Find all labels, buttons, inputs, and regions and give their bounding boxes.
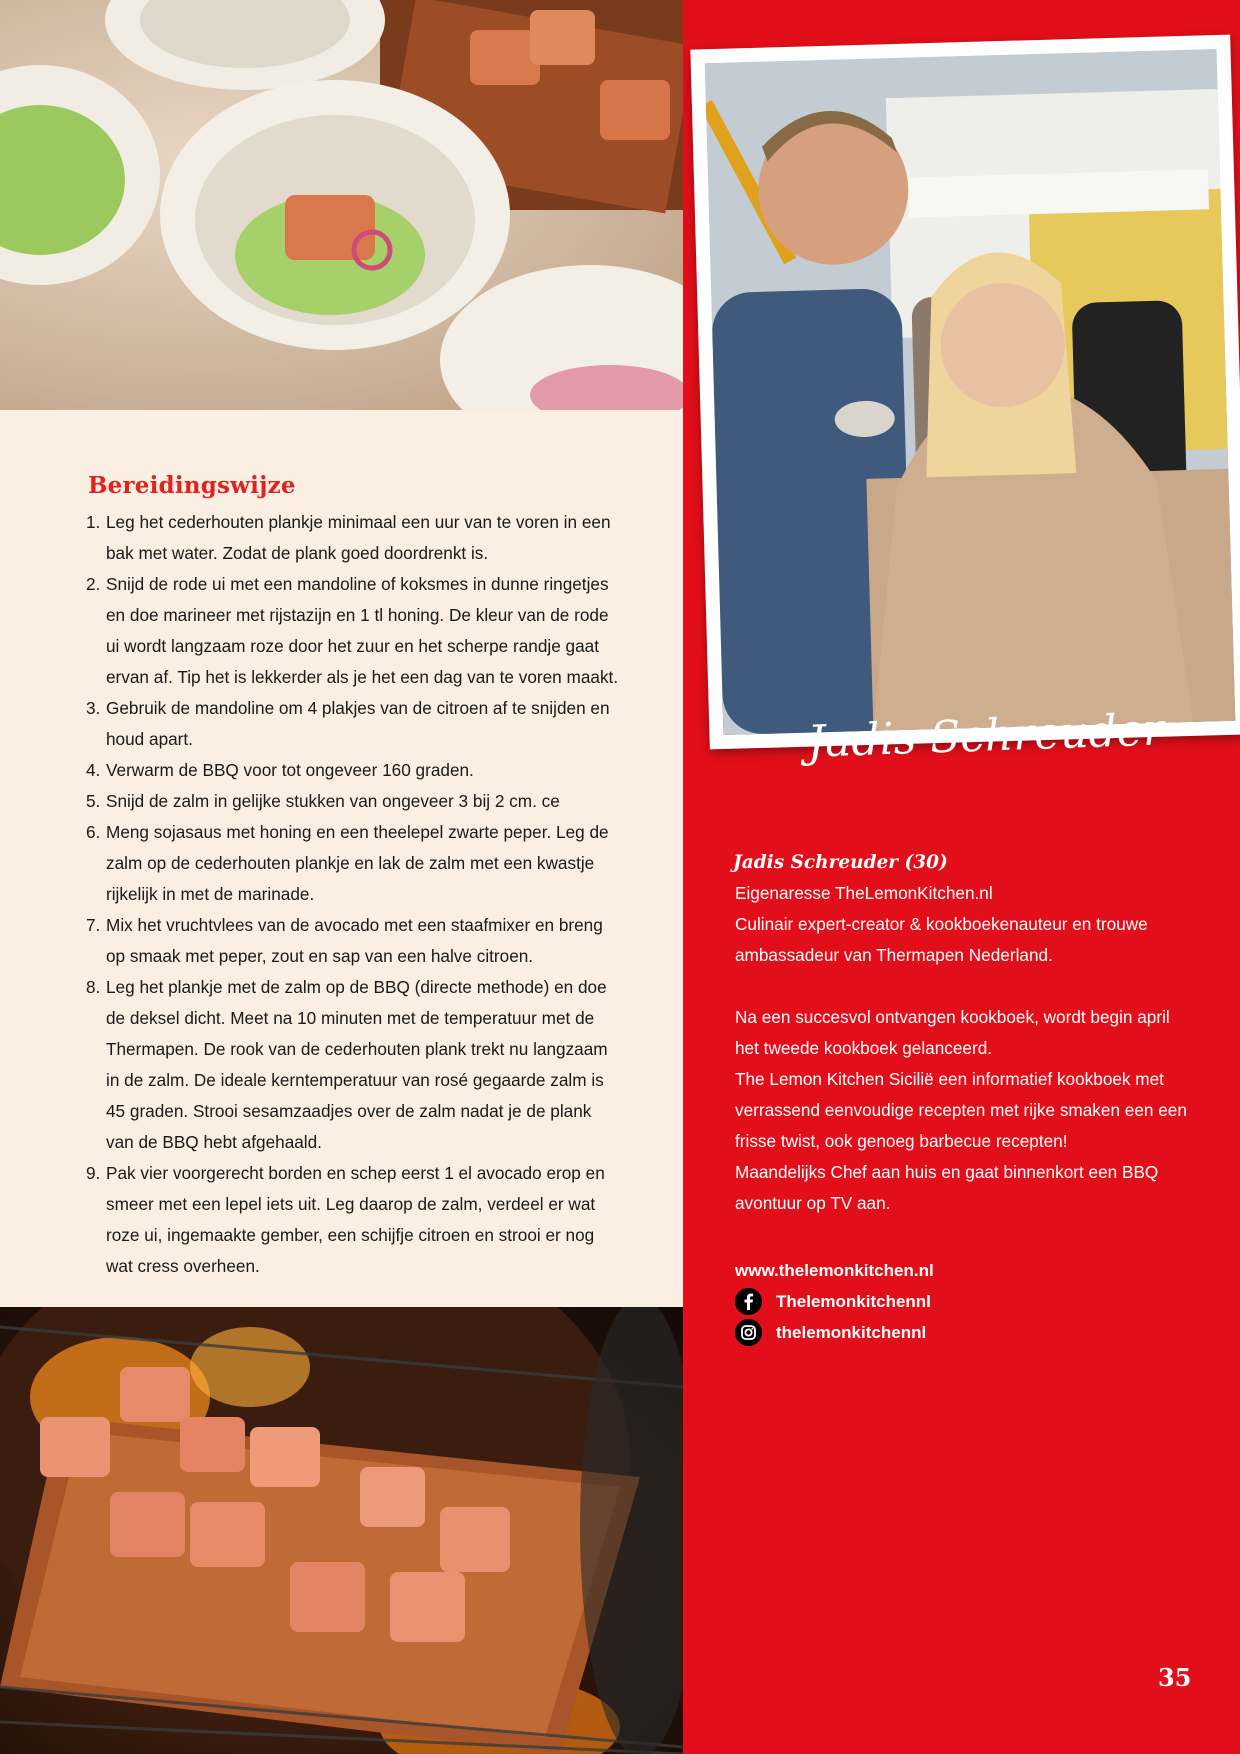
method-step (86, 910, 666, 972)
step-line: rijkelijk in met de marinade. (106, 884, 315, 904)
method-step (86, 1158, 666, 1282)
step-line: en doe marineer met rijstazijn en 1 tl honing. De kleur van de rode (106, 605, 609, 625)
bio-line: verrassend eenvoudige recepten met rijke smaken een een (735, 1100, 1187, 1120)
salmon-starter-photo (0, 0, 683, 410)
method-heading: Bereidingswijze (88, 472, 296, 499)
method-steps-list (86, 507, 666, 1282)
instagram-link[interactable] (735, 1317, 934, 1348)
website-link[interactable]: www.thelemonkitchen.nl (735, 1261, 934, 1280)
cedar-plank-grill-photo (0, 1307, 683, 1754)
step-line: ervan af. Tip het is lekkerder als je het een dag van te voren maakt. (106, 667, 619, 687)
bio-line: Eigenaresse TheLemonKitchen.nl (735, 883, 993, 903)
step-line: Leg het plankje met de zalm op de BBQ (directe methode) en doe (106, 977, 607, 997)
step-line: Pak vier voorgerecht borden en schep eerst 1 el avocado erop en (106, 1163, 605, 1183)
bio-line: avontuur op TV aan. (735, 1193, 891, 1213)
bio-line: ambassadeur van Thermapen Nederland. (735, 945, 1053, 965)
facebook-link[interactable] (735, 1286, 934, 1317)
bio-name: Jadis Schreuder (30) (733, 852, 948, 873)
step-line: zalm op de cederhouten plankje en lak de zalm met een kwastje (106, 853, 595, 873)
step-line: wat cress overheen. (106, 1256, 260, 1276)
instagram-label: thelemonkitchennl (776, 1323, 927, 1342)
step-line: Gebruik de mandoline om 4 plakjes van de citroen af te snijden en (106, 698, 610, 718)
salmon-starter-illustration (0, 0, 683, 410)
facebook-label: Thelemonkitchennl (776, 1292, 931, 1311)
bio-line: Maandelijks Chef aan huis en gaat binnenkort een BBQ (735, 1162, 1159, 1182)
step-line: op smaak met peper, zout en sap van een halve citroen. (106, 946, 534, 966)
method-step (86, 786, 666, 817)
step-line: roze ui, ingemaakte gember, een schijfje citroen en strooi er nog (106, 1225, 595, 1245)
step-line: Snijd de rode ui met een mandoline of koksmes in dunne ringetjes (106, 574, 609, 594)
step-number: 1. (86, 512, 101, 532)
instagram-icon (735, 1319, 762, 1346)
step-number: 8. (86, 977, 101, 997)
signature-title: Jadis Schreuder (806, 704, 1165, 768)
step-line: van de BBQ hebt afgehaald. (106, 1132, 322, 1152)
bio-line: The Lemon Kitchen Sicilië een informatief kookboek met (735, 1069, 1164, 1089)
step-line: in de zalm. De ideale kerntemperatuur van rosé gegaarde zalm is (106, 1070, 604, 1090)
step-line: bak met water. Zodat de plank goed doordrenkt is. (106, 543, 489, 563)
step-line: 45 graden. Strooi sesamzaadjes over de zalm nadat je de plank (106, 1101, 592, 1121)
step-line: houd apart. (106, 729, 193, 749)
facebook-icon (735, 1288, 762, 1315)
page-number: 35 (1158, 1663, 1192, 1692)
method-step (86, 817, 666, 910)
method-step (86, 507, 666, 569)
step-number: 6. (86, 822, 101, 842)
step-number: 9. (86, 1163, 101, 1183)
profile-photo-illustration (705, 49, 1236, 735)
step-line: Leg het cederhouten plankje minimaal een uur van te voren in een (106, 512, 611, 532)
step-line: smeer met een lepel iets uit. Leg daarop de zalm, verdeel er wat (106, 1194, 596, 1214)
bio-text (735, 878, 1225, 1219)
step-line: Snijd de zalm in gelijke stukken van ongeveer 3 bij 2 cm. ce (106, 791, 560, 811)
method-step (86, 972, 666, 1158)
step-line: Meng sojasaus met honing en een theelepel zwarte peper. Leg de (106, 822, 609, 842)
bio-line: frisse twist, ook genoeg barbecue recepten! (735, 1131, 1068, 1151)
step-number: 3. (86, 698, 101, 718)
step-line: Verwarm de BBQ voor tot ongeveer 160 graden. (106, 760, 474, 780)
step-number: 4. (86, 760, 101, 780)
bio-line: Culinair expert-creator & kookboekenauteur en trouwe (735, 914, 1148, 934)
contact-links (735, 1255, 934, 1348)
step-line: ui wordt langzaam roze door het zuur en het scherpe randje gaat (106, 636, 600, 656)
step-number: 7. (86, 915, 101, 935)
profile-photo (705, 49, 1236, 735)
method-step (86, 569, 666, 693)
step-line: de deksel dicht. Meet na 10 minuten met de temperatuur met de (106, 1008, 595, 1028)
step-number: 5. (86, 791, 101, 811)
profile-photo-frame (690, 35, 1240, 750)
step-line: Mix het vruchtvlees van de avocado met een staafmixer en breng (106, 915, 603, 935)
bio-line: het tweede kookboek gelanceerd. (735, 1038, 993, 1058)
step-number: 2. (86, 574, 101, 594)
bio-line: Na een succesvol ontvangen kookboek, wordt begin april (735, 1007, 1170, 1027)
step-line: Thermapen. De rook van de cederhouten plank trekt nu langzaam (106, 1039, 608, 1059)
grill-illustration (0, 1307, 683, 1754)
